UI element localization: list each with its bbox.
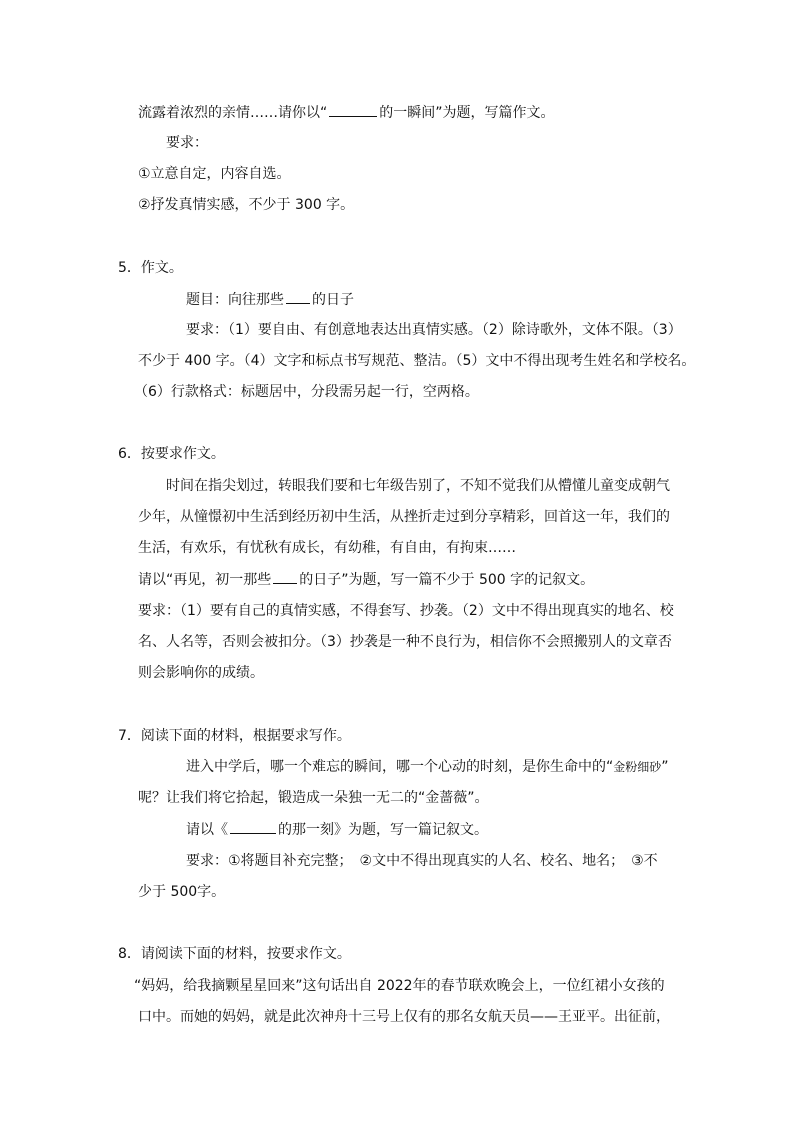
q7-heading: 7．阅读下面的材料，根据要求写作。 [118, 728, 351, 744]
q7-paragraph-line2: 呢？让我们将它拾起，锻造成一朵独一无二的“金蔷薇”。 [138, 790, 489, 806]
q4-requirement-1: ①立意自定，内容自选。 [138, 166, 291, 182]
q5-title: 题目：向往那些 的日子 [186, 289, 354, 309]
q5-requirement-line3: （6）行款格式：标题居中，分段需另起一行，空两格。 [134, 384, 479, 400]
q7-prompt: 请以《 的那一刻》为题，写一篇记叙文。 [186, 819, 488, 839]
q4-requirement-2: ②抒发真情实感，不少于 300 字。 [138, 197, 355, 213]
q6-requirement-line3: 则会影响你的成绩。 [138, 665, 264, 681]
fill-blank [286, 289, 310, 304]
q6-prompt: 请以“再见，初一那些 的日子”为题，写一篇不少于 500 字的记叙文。 [138, 569, 594, 589]
q6-paragraph-line3: 生活，有欢乐，有忧秋有成长，有幼稚，有自由，有拘束…… [138, 540, 516, 556]
q7-requirement-line1: 要求：①将题目补充完整； ②文中不得出现真实的人名、校名、地名； ③不 [186, 853, 658, 869]
q4-requirement-label: 要求： [166, 135, 208, 151]
q6-requirement-line2: 名、人名等，否则会被扣分。（3）抄袭是一种不良行为，相信你不会照搬别人的文章否 [138, 634, 672, 650]
q7-paragraph-line1: 进入中学后，哪一个难忘的瞬间，哪一个心动的时刻，是你生命中的“金粉细砂” [186, 759, 669, 775]
q8-heading: 8．请阅读下面的材料，按要求作文。 [118, 946, 351, 962]
fill-blank [329, 102, 377, 117]
q4-line1: 流露着浓烈的亲情……请你以“ 的一瞬间”为题，写篇作文。 [138, 102, 555, 122]
q5-requirement-line2: 不少于 400 字。（4）文字和标点书写规范、整洁。（5）文中不得出现考生姓名和学校名。 [138, 353, 696, 369]
q8-paragraph-line2: 口中。而她的妈妈，就是此次神舟十三号上仅有的那名女航天员——王亚平。出征前， [138, 1009, 670, 1025]
q5-heading: 5．作文。 [118, 260, 183, 276]
q6-heading: 6．按要求作文。 [118, 446, 225, 462]
q6-requirement-line1: 要求：（1）要有自己的真情实感，不得套写、抄袭。（2）文中不得出现真实的地名、校 [138, 603, 674, 619]
q5-requirement-line1: 要求：（1）要自由、有创意地表达出真情实感。（2）除诗歌外，文体不限。（3） [186, 322, 682, 338]
q6-paragraph-line1: 时间在指尖划过，转眼我们要和七年级告别了，不知不觉我们从懵懂儿童变成朝气 [166, 478, 670, 494]
q6-paragraph-line2: 少年，从憧憬初中生活到经历初中生活，从挫折走过到分享精彩，回首这一年，我们的 [138, 509, 670, 525]
q8-paragraph-line1: “妈妈，给我摘颗星星回来”这句话出自 2022年的春节联欢晚会上，一位红裙小女孩的 [134, 978, 665, 994]
fill-blank [230, 819, 276, 834]
fill-blank [273, 569, 297, 584]
q7-requirement-line2: 少于 500字。 [138, 884, 226, 900]
